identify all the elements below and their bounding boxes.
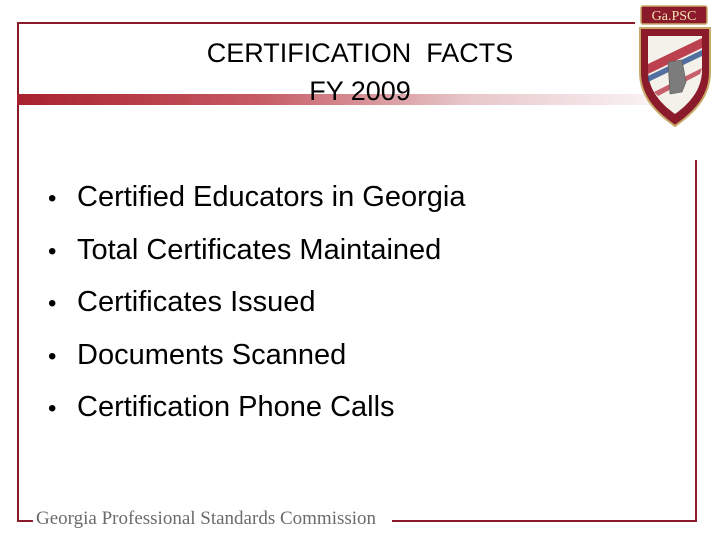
frame-right-border	[695, 160, 697, 522]
bullet-text: Certified Educators in Georgia	[77, 181, 466, 213]
gapsc-logo-icon	[632, 2, 718, 132]
bullet-item	[48, 172, 465, 225]
title-line-2: FY 2009	[309, 76, 411, 106]
bullet-dot-icon: •	[48, 395, 57, 422]
bullet-text: Certificates Issued	[77, 286, 316, 318]
frame-bottom-border-right	[392, 520, 697, 522]
bullet-dot-icon: •	[48, 237, 57, 265]
bullet-dot-icon: •	[48, 290, 57, 317]
bullet-text: Total Certificates Maintained	[77, 233, 442, 266]
bullet-item	[48, 330, 465, 383]
logo-banner-text: Ga.PSC	[651, 9, 697, 24]
bullet-text: Documents Scanned	[77, 338, 347, 371]
bullet-dot-icon: •	[48, 342, 57, 370]
bullet-text: Certification Phone Calls	[77, 391, 395, 423]
bullet-list	[48, 172, 465, 435]
bullet-dot-icon: •	[48, 185, 57, 212]
bullet-item	[48, 225, 465, 278]
frame-bottom-border-left	[17, 520, 33, 522]
title-line-1: CERTIFICATION FACTS	[206, 38, 514, 68]
bullet-item	[48, 277, 465, 330]
slide-title	[120, 34, 600, 110]
footer-organization-name: Georgia Professional Standards Commission	[36, 508, 377, 529]
bullet-item	[48, 382, 465, 435]
frame-top-border	[17, 22, 635, 24]
